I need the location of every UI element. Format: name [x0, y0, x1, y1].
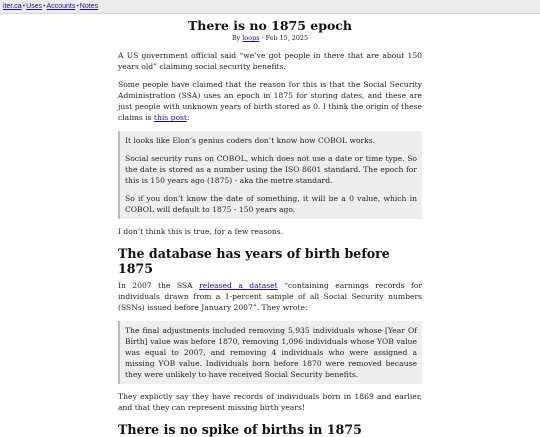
quote-paragraph: It looks like Elon’s genius coders don’t know how COBOL works. [125, 135, 376, 145]
author-link[interactable]: loops [242, 34, 260, 42]
quote-elon-post [118, 131, 422, 220]
paragraph-claims-text: Some people have claimed that the reason for this is that the Social Security Administration (SSA) uses an epoch in 1875 for storing dates, and these are just people with unknown years of birth stored as 0. I think the origin of these claims is [118, 80, 422, 123]
top-nav-bar [0, 0, 540, 14]
nav-link-uses[interactable]: Uses [26, 3, 43, 10]
byline-prefix: By [231, 34, 241, 42]
paragraph-dataset-after: “containing earnings records for individuals drawn from a 1-percent sample of all Social Security numbers (SSNs) issued before January 2007”. They wrote: [118, 281, 423, 313]
byline [118, 34, 422, 42]
quote-paragraph: The final adjustments included removing 5,935 individuals whose [Year Of Birth] value was before 1870, removing 1,096 individuals whose YOB value was equal to 2007, and removing 4 individuals who were assigned a missing YOB value. Individuals born before 1870 were removed because they were unlikely to have received Social Security benefits. [125, 325, 417, 379]
quote-paragraph: So if you don’t know the date of something, it will be a 0 value, which in COBOL will default to 1875 - 150 years ago. [125, 193, 417, 215]
paragraph-claims [118, 79, 422, 123]
this-post-link[interactable]: this post [153, 113, 187, 123]
paragraph-dataset-before: In 2007 the SSA [118, 281, 193, 291]
paragraph-intro: A US government official said “we’ve got people in there that are about 150 years old” claiming social security benefits. [118, 51, 422, 72]
page-title: There is no 1875 epoch [187, 18, 353, 33]
nav-link-accounts[interactable]: Accounts [46, 3, 76, 10]
nav-separator: • [43, 3, 46, 10]
nav-separator: • [76, 3, 79, 10]
nav-link-home[interactable]: iter.ca [3, 3, 22, 10]
nav-link-notes[interactable]: Notes [79, 3, 99, 10]
section-heading-no-spike: There is no spike of births in 1875 [118, 422, 362, 437]
quote-paragraph: Social security runs on COBOL, which does not use a date or time type. So the date is stored as a number using the ISO 8601 standard. The epoch for this is 150 years ago (1875) - aka the metre standard. [125, 153, 417, 185]
paragraph-dataset [118, 280, 422, 313]
paragraph-conclusion: They explictly say they have records of individuals born in 1869 and earlier, and that they can represent missing birth years! [118, 391, 422, 413]
section-heading-years-before-1875: The database has years of birth before 1875 [118, 246, 390, 277]
article [118, 14, 422, 437]
paragraph-claims-end: : [186, 113, 190, 123]
byline-separator: · [261, 34, 264, 42]
post-date: Feb 15, 2025 [265, 34, 309, 42]
paragraph-reasons: I don’t think this is true, for a few reasons. [118, 227, 284, 237]
quote-ssa-dataset [118, 321, 422, 384]
released-dataset-link[interactable]: released a dataset [199, 281, 278, 291]
nav-separator: • [22, 3, 26, 10]
